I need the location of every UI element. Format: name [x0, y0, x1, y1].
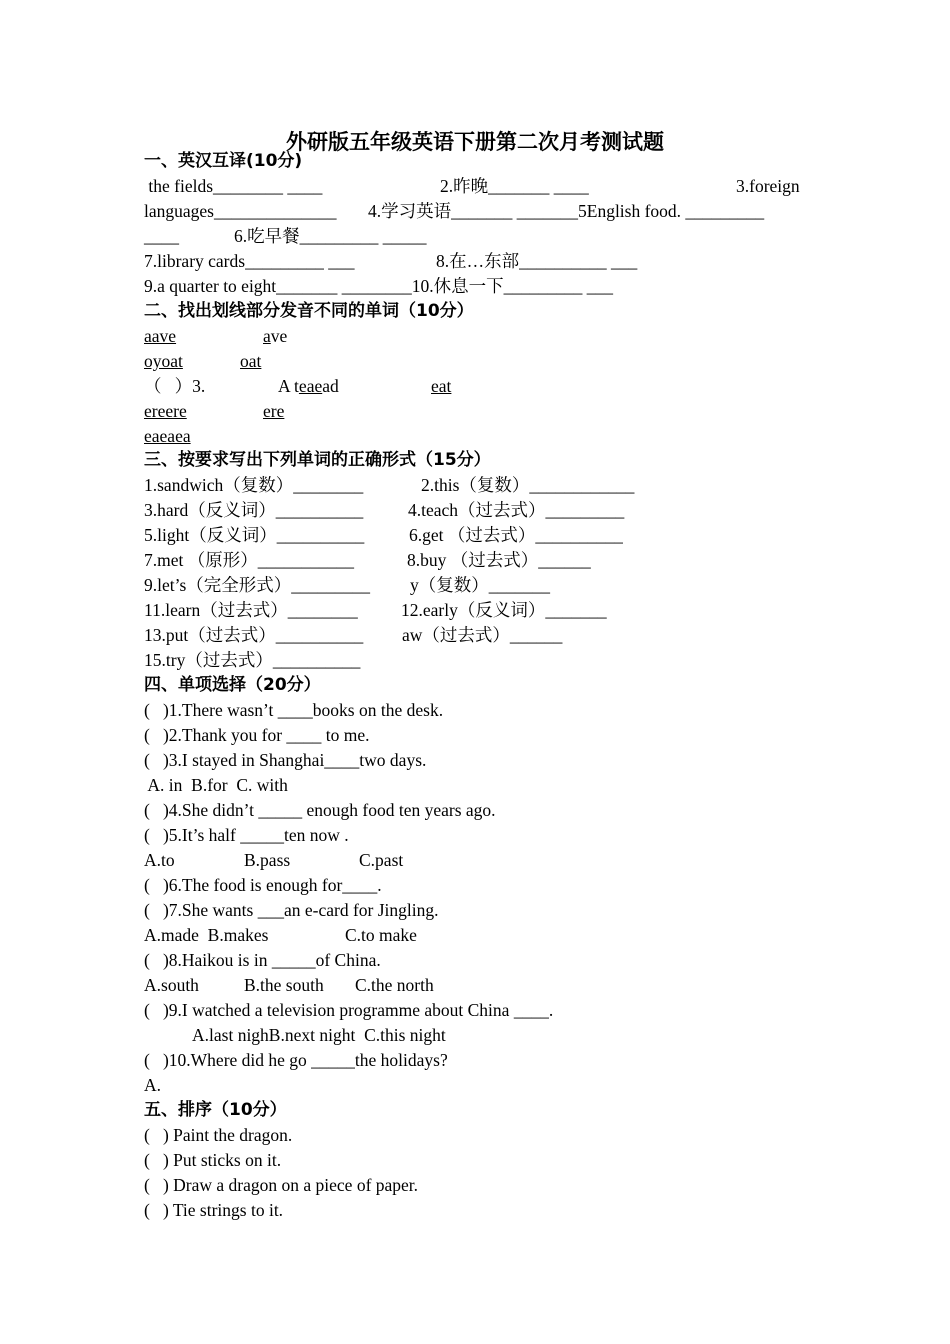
s4-option: A.to [144, 850, 175, 870]
s4-options: A.last nighB.next night C.this night [192, 1025, 446, 1045]
s3-question: 1.sandwich（复数）________ [144, 475, 364, 495]
s2-word: oat [240, 351, 262, 371]
s4-question: ( )2.Thank you for ____ to me. [144, 725, 370, 745]
s4-question: ( )1.There wasn’t ____books on the desk. [144, 700, 444, 720]
s1-item-8: 8.在…东部__________ ___ [436, 251, 638, 271]
s3-question: 4.teach（过去式）_________ [408, 500, 625, 520]
s5-item: ( ) Tie strings to it. [144, 1200, 284, 1220]
section-3-heading: 三、按要求写出下列单词的正确形式（15分） [144, 450, 491, 470]
s4-options: A. [144, 1075, 162, 1095]
page-title: 外研版五年级英语下册第二次月考测试题 [286, 130, 664, 154]
s2-word: aave [144, 326, 177, 346]
s4-question: ( )4.She didn’t _____ enough food ten years ago. [144, 800, 496, 820]
s1-item-2: 2.昨晚_______ ____ [440, 176, 589, 196]
s5-item: ( ) Draw a dragon on a piece of paper. [144, 1175, 419, 1195]
s4-option: A.made B.makes [144, 925, 269, 945]
s3-question: 15.try（过去式）__________ [144, 650, 361, 670]
s4-option: C.to make [345, 925, 417, 945]
s3-question: 6.get （过去式）__________ [409, 525, 623, 545]
s4-option: A.south [144, 975, 199, 995]
s2-word: ere [263, 401, 285, 421]
section-2-heading: 二、找出划线部分发音不同的单词（10分） [144, 301, 474, 321]
s5-item: ( ) Put sticks on it. [144, 1150, 282, 1170]
s3-question: 2.this（复数）____________ [421, 475, 635, 495]
s2-word: ave [263, 326, 288, 346]
s3-question: 9.let’s（完全形式）_________ [144, 575, 371, 595]
s3-question: 7.met （原形）___________ [144, 550, 354, 570]
s4-question: ( )5.It’s half _____ten now . [144, 825, 349, 845]
s3-question: 5.light（反义词）__________ [144, 525, 365, 545]
s4-question: ( )6.The food is enough for____. [144, 875, 382, 895]
s4-question: ( )9.I watched a television programme about China ____. [144, 1000, 554, 1020]
s4-option: C.past [359, 850, 404, 870]
s3-question: 3.hard（反义词）__________ [144, 500, 364, 520]
s4-option: B.pass [244, 850, 291, 870]
s3-question: 13.put（过去式）__________ [144, 625, 364, 645]
s1-item-3: 3.foreign [736, 176, 800, 196]
s4-question: ( )8.Haikou is in _____of China. [144, 950, 381, 970]
s3-question: aw（过去式）______ [402, 625, 563, 645]
s2-word: A teaead [278, 376, 339, 396]
s1-item-1: the fields________ ____ [144, 176, 323, 196]
section-5-heading: 五、排序（10分） [144, 1100, 287, 1120]
s4-option: B.the south [244, 975, 324, 995]
s3-question: 8.buy （过去式）______ [407, 550, 591, 570]
s3-question: y（复数）_______ [410, 575, 550, 595]
section-1-heading: 一、英汉互译(10分) [144, 151, 303, 171]
s4-option: C.the north [355, 975, 434, 995]
s4-options: A. in B.for C. with [144, 775, 288, 795]
s5-item: ( ) Paint the dragon. [144, 1125, 293, 1145]
s4-question: ( )10.Where did he go _____the holidays? [144, 1050, 448, 1070]
s4-question: ( )7.She wants ___an e-card for Jingling. [144, 900, 439, 920]
s2-word: eat [431, 376, 452, 396]
s1-item-6: 6.吃早餐_________ _____ [234, 226, 427, 246]
s3-question: 11.learn（过去式）________ [144, 600, 358, 620]
s3-question: 12.early（反义词）_______ [401, 600, 607, 620]
s2-word: oyoat [144, 351, 183, 371]
section-4-heading: 四、单项选择（20分） [144, 675, 321, 695]
s2-question-number: （ ）3. [144, 376, 206, 396]
s1-item-7: 7.library cards_________ ___ [144, 251, 355, 271]
s1-item-9-10: 9.a quarter to eight_______ ________10.休息一下_________ ___ [144, 276, 614, 296]
s2-word: eaeaea [144, 426, 191, 446]
s4-question: ( )3.I stayed in Shanghai____two days. [144, 750, 427, 770]
s2-word: ereere [144, 401, 187, 421]
s1-item-5-cont: ____ [144, 226, 179, 246]
s1-item-4-5: 4.学习英语_______ _______5English food. _________ [368, 201, 765, 221]
s1-item-3-cont: languages______________ [144, 201, 337, 221]
